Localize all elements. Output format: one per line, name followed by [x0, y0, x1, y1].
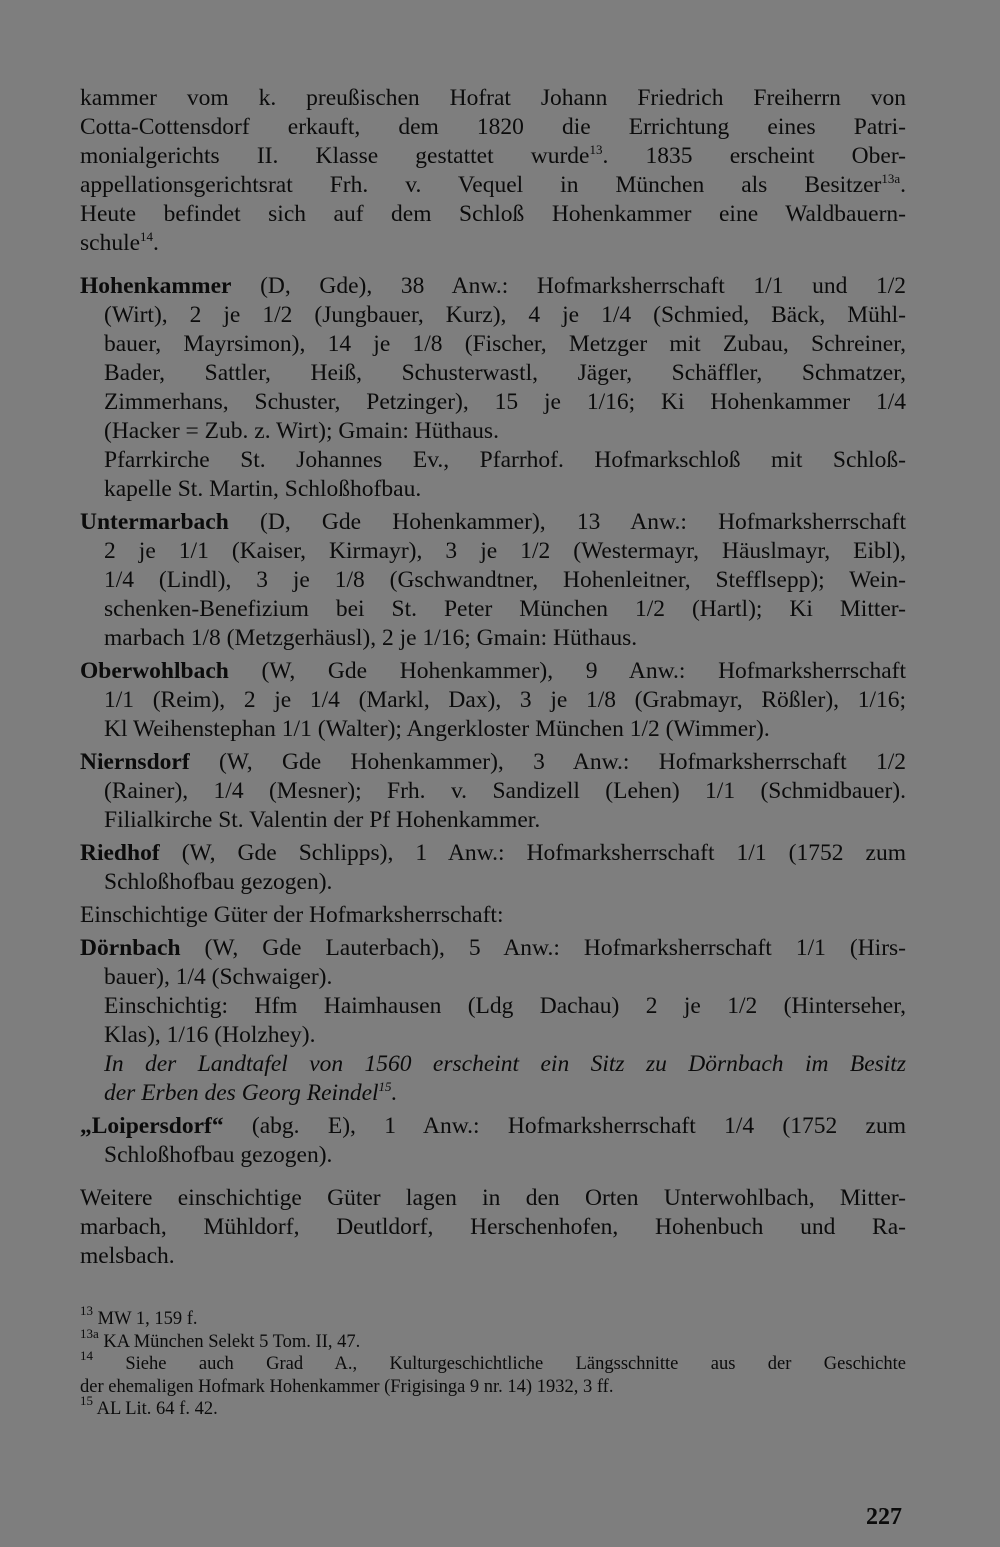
text-line: 2 je 1/1 (Kaiser, Kirmayr), 3 je 1/2 (Westermayr, Häuslmayr, Eibl), — [104, 538, 906, 564]
entry-oberwohlbach: Oberwohlbach (W, Gde Hohenkammer), 9 Anw.: Hofmarksherrschaft 1/1 (Reim), 2 je 1/4 (Markl, Dax), 3 je 1/8 (Grabmayr, Rößler), 1/16; Kl Weihenstephan 1/1 (Walter); Angerkloster München 1/2 (Wimmer). — [80, 658, 906, 742]
text-line: 1/4 (Lindl), 3 je 1/8 (Gschwandtner, Hohenleitner, Stefflsepp); Wein- — [104, 567, 906, 593]
entry-heading: Hohenkammer — [80, 273, 232, 299]
text-line: kammer vom k. preußischen Hofrat Johann Friedrich Freiherrn von — [80, 85, 906, 111]
footnote: $^{14}$ Siehe auch Grad A., Kulturgeschichtliche Längsschnitte aus der Geschichte — [80, 1348, 906, 1374]
entry-heading: Riedhof — [80, 840, 160, 866]
text-line: (Rainer), 1/4 (Mesner); Frh. v. Sandizell (Lehen) 1/1 (Schmidbauer). — [104, 778, 906, 804]
footnote: $^{15}$ AL Lit. 64 f. 42. — [80, 1393, 218, 1419]
footnote: $^{13a}$ KA München Selekt 5 Tom. II, 47. — [80, 1325, 361, 1352]
footnote-continuation: der ehemaligen Hofmark Hohenkammer (Frigisinga 9 nr. 14) 1932, 3 ff. — [80, 1376, 614, 1397]
entry-heading: Dörnbach — [80, 935, 181, 961]
footnote: $^{13}$ MW 1, 159 f. — [80, 1303, 198, 1329]
text-line: marbach, Mühldorf, Deutldorf, Herschenhofen, Hohenbuch und Ra- — [80, 1214, 906, 1240]
text-line: der Erben des Georg Reindel$^{15}$. — [104, 1079, 398, 1106]
entry-riedhof: Riedhof (W, Gde Schlipps), 1 Anw.: Hofmarksherrschaft 1/1 (1752 zum Schloßhofbau gezogen). — [80, 840, 906, 895]
text-line: melsbach. — [80, 1243, 175, 1269]
text-line: Kl Weihenstephan 1/1 (Walter); Angerkloster München 1/2 (Wimmer). — [104, 716, 770, 742]
entry-heading: Oberwohlbach — [80, 658, 229, 684]
entry-heading: „Loipersdorf“ — [80, 1113, 224, 1139]
entry-heading: Untermarbach — [80, 509, 229, 535]
text-line: (Wirt), 2 je 1/2 (Jungbauer, Kurz), 4 je 1/4 (Schmied, Bäck, Mühl- — [104, 302, 906, 328]
text-line: Einschichtig: Hfm Haimhausen (Ldg Dachau) 2 je 1/2 (Hinterseher, — [104, 993, 906, 1019]
text-line: bauer, Mayrsimon), 14 je 1/8 (Fischer, Metzger mit Zubau, Schreiner, — [104, 331, 906, 357]
text-line: 1/1 (Reim), 2 je 1/4 (Markl, Dax), 3 je 1/8 (Grabmayr, Rößler), 1/16; — [104, 687, 906, 713]
footnote-ref: 13 — [589, 142, 603, 157]
text-line: Cotta-Cottensdorf erkauft, dem 1820 die Errichtung eines Patri- — [80, 114, 906, 140]
paragraph-intro — [80, 84, 906, 258]
text-line: Bader, Sattler, Heiß, Schusterwastl, Jäger, Schäffler, Schmatzer, — [104, 360, 906, 386]
text-line: Klas), 1/16 (Holzhey). — [104, 1022, 316, 1048]
subheading-einschichtige: Einschichtige Güter der Hofmarksherrschaft: — [80, 902, 504, 928]
text-line: Schloßhofbau gezogen). — [104, 1142, 333, 1168]
text-line: Pfarrkirche St. Johannes Ev., Pfarrhof. Hofmarkschloß mit Schloß- — [104, 447, 906, 473]
entry-heading: Niernsdorf — [80, 749, 190, 775]
footnote-ref: 15 — [378, 1079, 392, 1094]
paragraph-weitere — [80, 1184, 906, 1271]
text-line: marbach 1/8 (Metzgerhäusl), 2 je 1/16; Gmain: Hüthaus. — [104, 625, 638, 651]
text-line: appellationsgerichtsrat Frh. v. Vequel in München als Besitzer$^{13a}$. — [80, 171, 906, 198]
page-number: 227 — [866, 1504, 902, 1530]
entry-doernbach: Dörnbach (W, Gde Lauterbach), 5 Anw.: Hofmarksherrschaft 1/1 (Hirs- bauer), 1/4 (Schwaiger). Einschichtig: Hfm Haimhausen (Ldg Dachau) 2 je 1/2 (Hinterseher, Klas), 1/16 (Holzhey). In der Landtafel von 1560 erscheint ein Sitz zu Dörnbach im Besitz der Erben des Georg Reindel$^{15}$. — [80, 935, 906, 1106]
text-line: (Hacker = Zub. z. Wirt); Gmain: Hüthaus. — [104, 418, 499, 444]
entry-untermarbach: Untermarbach (D, Gde Hohenkammer), 13 Anw.: Hofmarksherrschaft 2 je 1/1 (Kaiser, Kirmayr), 3 je 1/2 (Westermayr, Häuslmayr, Eibl), 1/4 (Lindl), 3 je 1/8 (Gschwandtner, Hohenleitner, Stefflsepp); Wein- schenken-Benefizium bei St. Peter München 1/2 (Hartl); Ki Mitter- marbach 1/8 (Metzgerhäusl), 2 je 1/16; Gmain: Hüthaus. — [80, 509, 906, 651]
text-line: Zimmerhans, Schuster, Petzinger), 15 je 1/16; Ki Hohenkammer 1/4 — [104, 389, 906, 415]
footnote-ref: 14 — [140, 229, 154, 244]
entry-loipersdorf: „Loipersdorf“ (abg. E), 1 Anw.: Hofmarksherrschaft 1/4 (1752 zum Schloßhofbau gezogen). — [80, 1113, 906, 1168]
page-body — [80, 84, 906, 1271]
text-line: schule$^{14}$. — [80, 229, 159, 256]
footnotes — [80, 1303, 906, 1421]
text-line: schenken-Benefizium bei St. Peter München 1/2 (Hartl); Ki Mitter- — [104, 596, 906, 622]
text-line: Weitere einschichtige Güter lagen in den Orten Unterwohlbach, Mitter- — [80, 1185, 906, 1211]
footnote-ref: 13a — [881, 171, 901, 186]
text-line: Filialkirche St. Valentin der Pf Hohenkammer. — [104, 807, 541, 833]
text-line: In der Landtafel von 1560 erscheint ein Sitz zu Dörnbach im Besitz — [104, 1051, 906, 1077]
text-line: Heute befindet sich auf dem Schloß Hohenkammer eine Waldbauern- — [80, 201, 906, 227]
text-line: bauer), 1/4 (Schwaiger). — [104, 964, 333, 990]
entry-hohenkammer: Hohenkammer (D, Gde), 38 Anw.: Hofmarksherrschaft 1/1 und 1/2 (Wirt), 2 je 1/2 (Jungbauer, Kurz), 4 je 1/4 (Schmied, Bäck, Mühl- bauer, Mayrsimon), 14 je 1/8 (Fischer, Metzger mit Zubau, Schreiner, Bader, Sattler, Heiß, Schusterwastl, Jäger, Schäffler, Schmatzer, Zimmerhans, Schuster, Petzinger), 15 je 1/16; Ki Hohenkammer 1/4 (Hacker = Zub. z. Wirt); Gmain: Hüthaus. Pfarrkirche St. Johannes Ev., Pfarrhof. Hofmarkschloß mit Schloß- kapelle St. Martin, Schloßhofbau. — [80, 273, 906, 502]
text-line: Schloßhofbau gezogen). — [104, 869, 333, 895]
text-line: monialgerichts II. Klasse gestattet wurde$^{13}$. 1835 erscheint Ober- — [80, 142, 906, 169]
entry-niernsdorf: Niernsdorf (W, Gde Hohenkammer), 3 Anw.: Hofmarksherrschaft 1/2 (Rainer), 1/4 (Mesner); Frh. v. Sandizell (Lehen) 1/1 (Schmidbauer). Filialkirche St. Valentin der Pf Hohenkammer. — [80, 749, 906, 833]
text-line: kapelle St. Martin, Schloßhofbau. — [104, 476, 422, 502]
